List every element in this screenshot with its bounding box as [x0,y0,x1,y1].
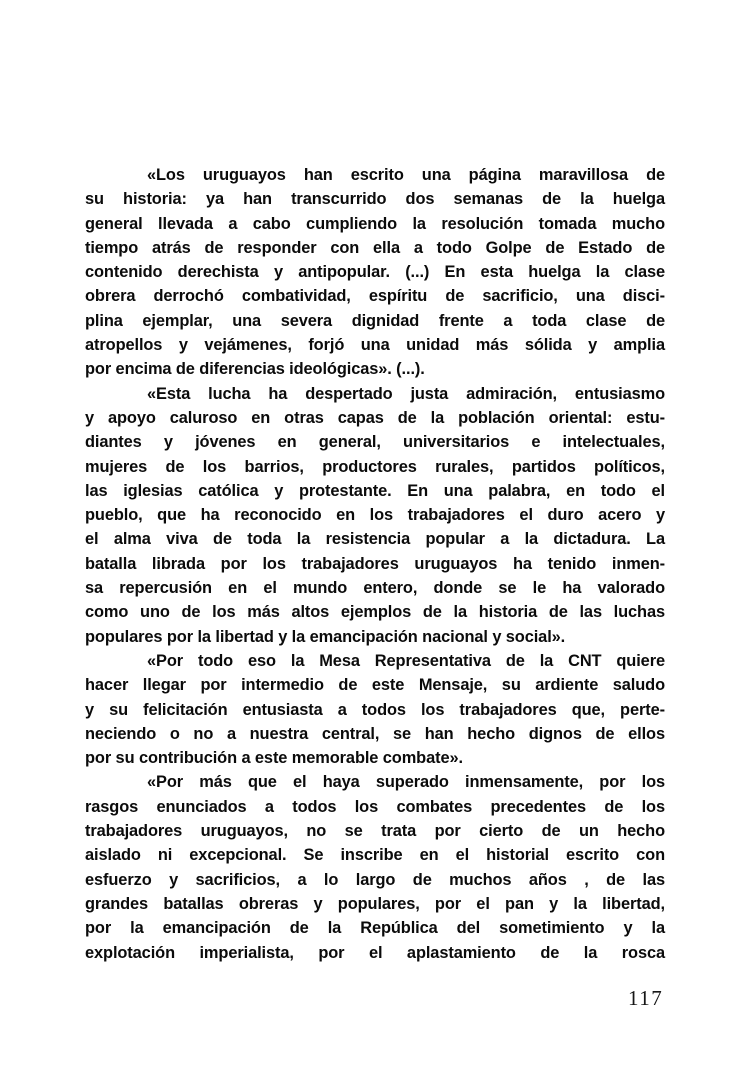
text-line: su historia: ya han transcurrido dos semanas de la huelga [85,190,665,209]
text-line: rasgos enunciados a todos los combates precedentes de los [85,797,665,816]
text-line: batalla librada por los trabajadores uruguayos ha tenido inmen- [85,554,665,573]
text-line: esfuerzo y sacrificios, a lo largo de muchos años , de las [85,870,665,889]
text-line: hacer llegar por intermedio de este Mensaje, su ardiente saludo [85,676,665,695]
text-line: pueblo, que ha reconocido en los trabajadores el duro acero y [85,506,665,525]
paragraph [85,770,665,964]
text-block [85,163,665,965]
text-line: y su felicitación entusiasta a todos los trabajadores que, perte- [85,700,665,719]
text-line: el alma viva de toda la resistencia popular a la dictadura. La [85,530,665,549]
text-line: atropellos y vejámenes, forjó una unidad más sólida y amplia [85,336,665,355]
text-line: contenido derechista y antipopular. (...) En esta huelga la clase [85,263,665,282]
text-line: «Esta lucha ha despertado justa admiración, entusiasmo [147,384,665,403]
text-line: aislado ni excepcional. Se inscribe en el historial escrito con [85,846,665,865]
text-line: explotación imperialista, por el aplastamiento de la rosca [85,943,665,962]
text-line: obrera derrochó combatividad, espíritu de sacrificio, una disci- [85,287,665,306]
paragraph [85,163,665,382]
text-line: grandes batallas obreras y populares, por el pan y la libertad, [85,894,665,913]
text-line: por encima de diferencias ideológicas». (...). [85,360,425,379]
text-line: «Por más que el haya superado inmensamente, por los [147,773,665,792]
text-line: y apoyo caluroso en otras capas de la población oriental: estu- [85,408,665,427]
text-line: tiempo atrás de responder con ella a todo Golpe de Estado de [85,238,665,257]
text-line: por su contribución a este memorable combate». [85,749,463,768]
text-line: las iglesias católica y protestante. En una palabra, en todo el [85,481,665,500]
text-line: «Los uruguayos han escrito una página maravillosa de [147,166,665,184]
text-line: «Por todo eso la Mesa Representativa de la CNT quiere [147,651,665,670]
text-line: como uno de los más altos ejemplos de la historia de las luchas [85,603,665,622]
paragraph [85,649,665,770]
text-line: populares por la libertad y la emancipación nacional y social». [85,627,566,646]
text-line: por la emancipación de la República del sometimiento y la [85,919,665,938]
text-line: mujeres de los barrios, productores rurales, partidos políticos, [85,457,665,476]
page-number: 117 [628,986,664,1010]
text-line: neciendo o no a nuestra central, se han hecho dignos de ellos [85,724,665,743]
text-line: sa repercusión en el mundo entero, donde se le ha valorado [85,579,665,598]
text-line: trabajadores uruguayos, no se trata por cierto de un hecho [85,822,665,841]
text-line: plina ejemplar, una severa dignidad frente a toda clase de [85,311,665,330]
text-line: diantes y jóvenes en general, universitarios e intelectuales, [85,433,665,452]
paragraph [85,382,665,649]
text-line: general llevada a cabo cumpliendo la resolución tomada mucho [85,214,665,233]
